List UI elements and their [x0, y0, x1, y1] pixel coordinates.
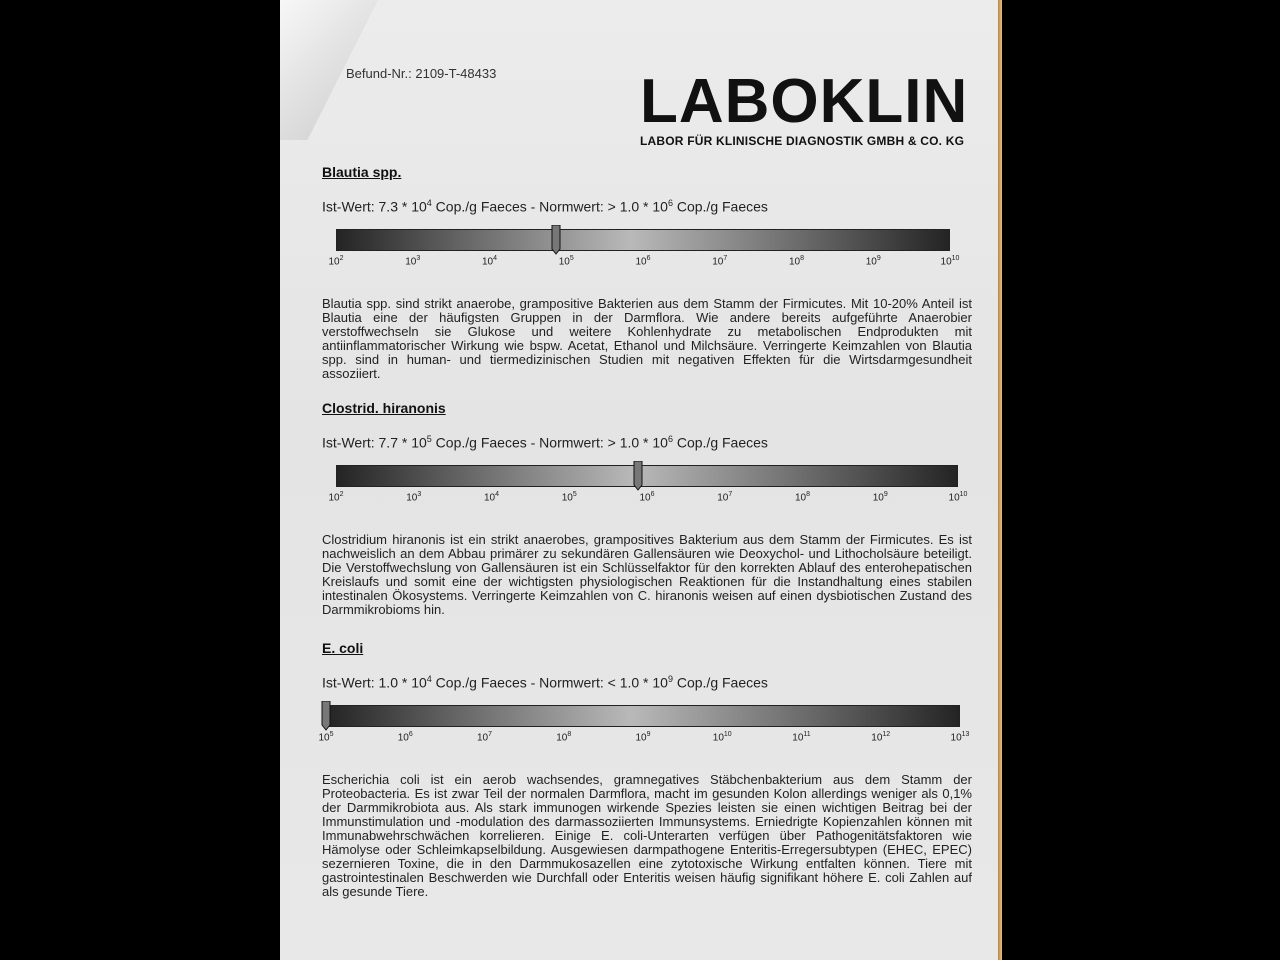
value-exponent: 6 — [667, 198, 673, 208]
logo-wordmark: LABOKLIN — [640, 67, 969, 136]
scale-tick-label — [318, 731, 333, 743]
tick-exponent: 13 — [961, 730, 970, 738]
scale-tick-label — [405, 255, 420, 267]
scale-tick-label — [792, 731, 810, 743]
tick-base: 10 — [865, 255, 877, 267]
value-text: Cop./g Faeces — [672, 198, 768, 215]
tick-exponent: 11 — [803, 730, 811, 738]
tick-exponent: 10 — [951, 254, 960, 262]
scale-tick-label — [941, 255, 960, 267]
tick-base: 10 — [556, 731, 568, 743]
log-scale — [322, 229, 972, 275]
tick-base: 10 — [318, 731, 330, 743]
value-marker — [551, 225, 561, 255]
value-text: Cop./g Faeces — [672, 434, 768, 451]
section-title: Blautia spp. — [322, 164, 402, 180]
tick-base: 10 — [328, 491, 340, 503]
tick-exponent: 10 — [959, 490, 968, 498]
tick-exponent: 10 — [723, 730, 732, 738]
tick-exponent: 3 — [416, 254, 421, 262]
scale-bar — [326, 705, 960, 727]
tick-base: 10 — [405, 255, 417, 267]
scale-tick-label — [713, 731, 732, 743]
scale-tick-label — [556, 731, 571, 743]
scale-tick-label — [484, 491, 499, 503]
scale-ticks — [322, 255, 972, 271]
scale-tick-label — [635, 255, 650, 267]
scale-tick-label — [477, 731, 492, 743]
log-scale — [322, 465, 972, 511]
tick-base: 10 — [635, 731, 647, 743]
section-title: E. coli — [322, 640, 364, 656]
scale-ticks — [318, 730, 972, 747]
value-text: Cop./g Faeces - Normwert: > 1.0 * 10 — [431, 434, 668, 451]
tick-base: 10 — [712, 731, 724, 743]
tick-exponent: 12 — [882, 730, 891, 738]
tick-base: 10 — [635, 255, 647, 267]
scale-tick-label — [951, 731, 970, 743]
tick-exponent: 2 — [339, 254, 344, 262]
value-text: Ist-Wert: 7.7 * 10 — [322, 434, 427, 451]
tick-base: 10 — [717, 491, 729, 503]
value-exponent: 6 — [667, 434, 673, 444]
tick-exponent: 5 — [569, 254, 574, 262]
tick-base: 10 — [397, 731, 409, 743]
tick-base: 10 — [712, 255, 724, 267]
section-description: Blautia spp. sind strikt anaerobe, grampositive Bakterien aus dem Stamm der Firmicutes. Mit 10-20% Anteil ist Blautia eine der häufigsten Gruppen in der Darmflora. Wie andere bereits aufgeführte Anaerobier verstoffwechseln sie Glukose und weitere Kohlenhydrate zu metabolischen Endprodukten mit antiinflammatorischer Wirkung wie bspw. Acetat, Ethanol und Milchsäure. Verringerte Keimzahlen von Blautia spp. sind in human- und tiermedizinischen Studien mit negativen Effekten für die Wirtsdarmgesundheit assoziiert. — [322, 295, 972, 381]
section-clostrid-hiranonis — [322, 400, 972, 617]
tick-exponent: 3 — [417, 490, 422, 498]
value-text: Cop./g Faeces — [672, 674, 768, 691]
scale-tick-label — [639, 491, 654, 503]
tick-exponent: 6 — [646, 254, 651, 262]
section-description: Escherichia coli ist ein aerob wachsendes, gramnegatives Stäbchenbakterium aus dem Stamm der Proteobacteria. Es ist zwar Teil der normalen Darmflora, macht im gesunden Kolon allerdings weniger als 0,1% der Darmmikrobiota aus. Als stark immunogen wirkende Spezies leisten sie einen wichtigen Beitrag bei der Immunstimulation und -modulation des darmassoziierten Immunsystems. Erniedrigte Kopienzahlen können mit Immunabwehrschwächen korrelieren. Einige E. coli-Unterarten verfügen über Pathogenitätsfaktoren wie Hämolyse oder Schleimkapselbildung. Ausgewiesen darmpathogene Enteritis-Erregersubtypen (EHEC, EPEC) sezernieren Toxine, die in den Darmmukosazellen eine zytotoxische Wirkung entfalten können. Tiere mit gastrointestinalen Beschwerden wie Durchfall oder Enteritis weisen häufig signifikant höhere E. coli Zahlen auf als gesunde Tiere. — [322, 771, 972, 899]
laboklin-logo — [640, 67, 969, 148]
tick-base: 10 — [792, 731, 804, 743]
value-exponent: 4 — [426, 674, 432, 684]
tick-base: 10 — [871, 731, 883, 743]
tick-exponent: 9 — [646, 730, 651, 738]
tick-base: 10 — [483, 491, 496, 503]
tick-exponent: 2 — [339, 490, 344, 498]
tick-exponent: 8 — [806, 490, 811, 498]
scale-tick-label — [562, 491, 577, 503]
tick-exponent: 9 — [883, 490, 888, 498]
log-scale — [318, 705, 972, 751]
tick-exponent: 6 — [650, 490, 655, 498]
scale-tick-label — [712, 255, 727, 267]
tick-exponent: 8 — [800, 254, 805, 262]
scale-tick-label — [328, 255, 343, 267]
value-text: Cop./g Faeces - Normwert: > 1.0 * 10 — [431, 198, 668, 215]
section-e-coli — [318, 640, 972, 899]
tick-base: 10 — [950, 731, 962, 743]
value-text: Ist-Wert: 1.0 * 10 — [322, 674, 427, 691]
value-exponent: 5 — [426, 434, 432, 444]
scale-tick-label — [717, 491, 732, 503]
scale-tick-label — [406, 491, 421, 503]
scale-tick-label — [482, 255, 497, 267]
scale-tick-label — [635, 731, 650, 743]
scale-tick-label — [559, 255, 574, 267]
scale-tick-label — [328, 491, 343, 503]
befund-number: Befund-Nr.: 2109-T-48433 — [346, 66, 497, 81]
scale-tick-label — [871, 731, 890, 743]
tick-base: 10 — [406, 491, 418, 503]
tick-base: 10 — [328, 255, 340, 267]
tick-exponent: 5 — [572, 490, 577, 498]
tick-base: 10 — [481, 255, 494, 267]
scale-tick-label — [789, 255, 804, 267]
tick-exponent: 8 — [567, 730, 572, 738]
value-exponent: 9 — [667, 674, 673, 684]
measured-value — [322, 674, 972, 691]
document-page — [280, 0, 998, 960]
tick-exponent: 4 — [493, 254, 498, 262]
logo-subtitle: LABOR FÜR KLINISCHE DIAGNOSTIK GMBH & CO. KG — [640, 134, 965, 148]
tick-base: 10 — [558, 255, 570, 267]
scale-tick-label — [398, 731, 413, 743]
tick-exponent: 7 — [723, 254, 728, 262]
tick-exponent: 9 — [876, 254, 881, 262]
tick-exponent: 6 — [408, 730, 413, 738]
tick-exponent: 7 — [488, 730, 493, 738]
section-description: Clostridium hiranonis ist ein strikt anaerobes, grampositives Bakterium aus dem Stamm der Firmicutes. Es ist nachweislich an dem Abbau primärer zu sekundären Gallensäuren wie Deoxychol- und Lithocholsäure beteiligt. Die Verstoffwechslung von Gallensäuren ist ein Schlüsselfaktor für den korrekten Ablauf des enterohepatischen Kreislaufs und somit eine der wichtigsten physiologischen Reaktionen für die Instandhaltung eines stabilen intestinalen Ökosystems. Verringerte Keimzahlen von C. hiranonis weisen auf einen dysbiotischen Zustand des Darmmikrobioms hin. — [322, 531, 972, 617]
scale-tick-label — [873, 491, 888, 503]
tick-base: 10 — [476, 731, 489, 743]
section-blautia — [322, 164, 972, 381]
tick-base: 10 — [788, 255, 801, 267]
value-marker — [633, 461, 643, 491]
scale-bar — [336, 465, 958, 487]
measured-value — [322, 434, 972, 451]
tick-exponent: 7 — [728, 490, 733, 498]
tick-base: 10 — [639, 491, 651, 503]
table-edge — [998, 0, 1002, 960]
tick-base: 10 — [940, 255, 952, 267]
tick-base: 10 — [561, 491, 573, 503]
value-marker — [321, 701, 331, 731]
measured-value — [322, 198, 972, 215]
value-text: Ist-Wert: 7.3 * 10 — [322, 198, 427, 215]
scale-tick-label — [795, 491, 810, 503]
value-text: Cop./g Faeces - Normwert: < 1.0 * 10 — [431, 674, 668, 691]
section-title: Clostrid. hiranonis — [322, 400, 446, 416]
tick-base: 10 — [794, 491, 807, 503]
scale-tick-label — [949, 491, 968, 503]
value-exponent: 4 — [426, 198, 432, 208]
tick-base: 10 — [872, 491, 884, 503]
scale-tick-label — [866, 255, 881, 267]
scale-ticks — [322, 491, 972, 507]
tick-exponent: 4 — [495, 490, 500, 498]
tick-base: 10 — [948, 491, 960, 503]
scale-bar — [336, 229, 950, 251]
tick-exponent: 5 — [329, 730, 334, 738]
